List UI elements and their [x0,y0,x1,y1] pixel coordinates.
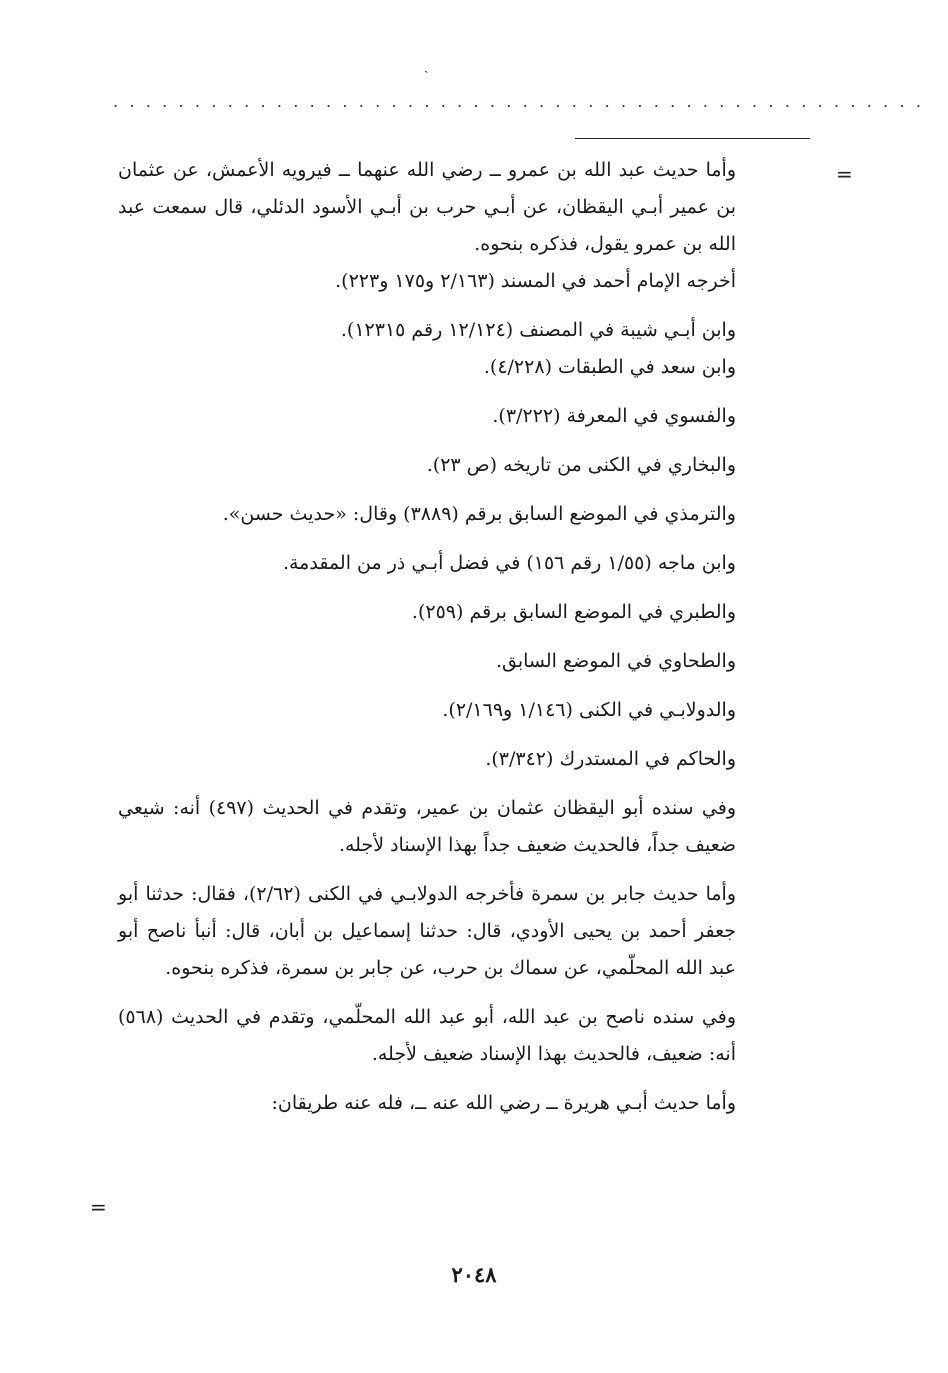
header-mark: ˎ [424,58,429,74]
paragraph-isnad-abu-al-yaqzan: وفي سنده أبو اليقظان عثمان بن عمير، وتقدم في الحديث (٤٩٧) أنه: شيعي ضعيف جداً، فالحديث ضعيف جداً بهذا الإسناد لأجله. [118,797,736,856]
citation-ibn-saad: وابن سعد في الطبقات (٤/٢٢٨). [483,356,736,378]
footnote-rule [575,138,810,139]
citation-tabari: والطبري في الموضع السابق برقم (٢٥٩). [411,601,736,623]
citation-dulabi: والدولابـي في الكنى (١/١٤٦ و٢/١٦٩). [442,699,736,721]
paragraph-jabir-ibn-samurah: وأما حديث جابر بن سمرة فأخرجه الدولابـي في الكنى (٢/٦٢)، فقال: حدثنا أبو جعفر أحمد بن يحيى الأودي، قال: حدثنا إسماعيل بن أبان، قال: أنبأ ناصح أبو عبد الله المحلّمي، عن سماك بن حرب، عن جابر بن سمرة، فذكره بنحوه. [118,883,736,979]
continuation-marker-top: = [836,162,853,186]
continuation-marker-bottom: = [90,1195,107,1219]
citation-fasawi: والفسوي في المعرفة (٣/٢٢٢). [492,405,736,427]
paragraph-isnad-nasih: وفي سنده ناصح بن عبد الله، أبو عبد الله المحلّمي، وتقدم في الحديث (٥٦٨) أنه: ضعيف، فالحديث بهذا الإسناد ضعيف لأجله. [118,1006,736,1065]
citation-bukhari: والبخاري في الكنى من تاريخه (ص ٢٣). [426,454,736,476]
paragraph-abdullah-ibn-amr: وأما حديث عبد الله بن عمرو ــ رضي الله عنهما ــ فيرويه الأعمش، عن عثمان بن عمير أبـي اليقظان، عن أبـي حرب بن أبـي الأسود الدئلي، قال سمعت عبد الله بن عمرو يقول، فذكره بنحوه. [118,159,736,255]
citation-ibn-abi-shaybah: وابن أبـي شيبة في المصنف (١٢/١٢٤ رقم ١٢٣١٥). [340,319,736,341]
dotted-separator: .................................................. [113,92,933,111]
paragraph-abu-hurayrah: وأما حديث أبـي هريرة ــ رضي الله عنه ــ، فله عنه طريقان: [271,1092,736,1114]
citation-ahmad: أخرجه الإمام أحمد في المسند (٢/١٦٣ و١٧٥ و٢٢٣). [335,270,736,292]
citation-ibn-majah: وابن ماجه (١/٥٥ رقم ١٥٦) في فضل أبـي ذر من المقدمة. [282,552,736,574]
citation-tirmidhi: والترمذي في الموضع السابق برقم (٣٨٨٩) وقال: «حديث حسن». [222,503,736,525]
citation-tahawi: والطحاوي في الموضع السابق. [495,650,736,672]
page-number: ٢٠٤٨ [451,1262,497,1287]
footnote-body [118,152,736,1122]
citation-hakim: والحاكم في المستدرك (٣/٣٤٢). [485,748,736,770]
